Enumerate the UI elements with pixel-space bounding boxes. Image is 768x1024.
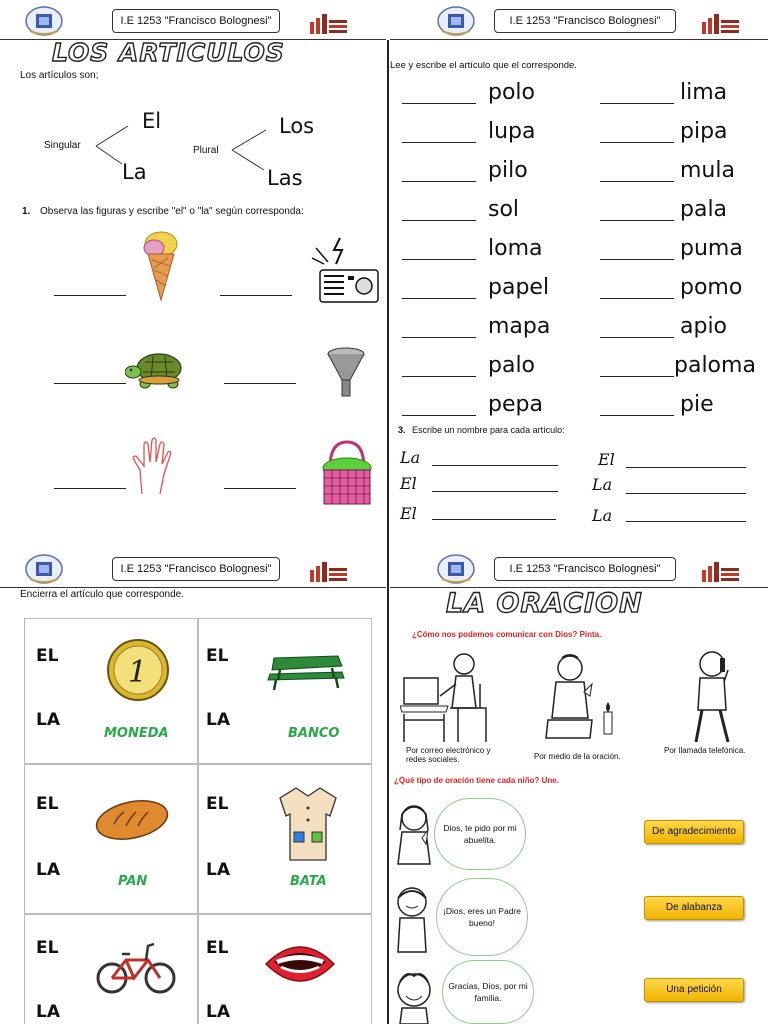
svg-text:1: 1 [128, 655, 148, 690]
exercise-3-number: 3. [398, 425, 406, 435]
books-logo-icon [310, 12, 348, 34]
school-logo-icon [24, 553, 64, 585]
word-left: polo [488, 80, 535, 105]
answer-blank[interactable] [402, 298, 476, 299]
answer-blank[interactable] [600, 142, 674, 143]
cursive-article: El [400, 504, 417, 523]
article-el-option[interactable]: EL [206, 938, 229, 958]
answer-blank[interactable] [220, 295, 292, 296]
answer-blank[interactable] [600, 259, 674, 260]
answer-blank[interactable] [600, 181, 674, 182]
article-la-option[interactable]: LA [36, 710, 60, 730]
answer-line[interactable] [432, 519, 556, 520]
word-right: mula [680, 158, 735, 183]
answer-line[interactable] [432, 491, 558, 492]
smock-icon [276, 784, 340, 864]
intro-text: Los artículos son; [20, 70, 99, 81]
worksheet-header [390, 0, 768, 40]
worksheet-escribe-articulo [390, 0, 768, 548]
noun-label: BATA [290, 874, 327, 889]
child-computer-icon [400, 648, 500, 744]
instruction-text: Encierra el artículo que corresponde. [20, 589, 184, 600]
article-el-option[interactable]: EL [206, 794, 229, 814]
ice-cream-icon [140, 230, 182, 302]
answer-blank[interactable] [402, 259, 476, 260]
answer-blank[interactable] [224, 383, 296, 384]
article-la-option[interactable]: LA [36, 860, 60, 880]
caption-correo: Por correo electrónico y redes sociales. [406, 746, 491, 764]
speech-bubble-alabanza: ¡Dios, eres un Padre bueno! [436, 878, 528, 956]
speech-bubble-agradecimiento: Gracias, Dios, por mi familia. [442, 960, 534, 1024]
answer-blank[interactable] [600, 220, 674, 221]
answer-blank[interactable] [402, 103, 476, 104]
answer-blank[interactable] [54, 383, 126, 384]
school-logo-icon [24, 5, 64, 37]
answer-blank[interactable] [224, 488, 296, 489]
word-left: lupa [488, 119, 536, 144]
singular-el: El [142, 109, 162, 133]
word-left: loma [488, 236, 543, 261]
answer-blank[interactable] [402, 142, 476, 143]
word-left: pilo [488, 158, 528, 183]
hand-icon [130, 436, 178, 498]
worksheet-oracion [390, 548, 768, 1024]
child-phone-icon [682, 648, 742, 746]
school-name-box: I.E 1253 "Francisco Bolognesi" [494, 557, 676, 581]
funnel-icon [326, 346, 366, 398]
word-right: lima [680, 80, 728, 105]
child-praying-icon [540, 652, 620, 744]
bench-icon [266, 652, 346, 692]
article-la-option[interactable]: LA [206, 1002, 230, 1022]
answer-blank[interactable] [54, 295, 126, 296]
option-peticion-button[interactable]: Una petición [644, 978, 744, 1002]
word-left: sol [488, 197, 520, 222]
word-right: paloma [674, 353, 756, 378]
noun-label: PAN [118, 874, 148, 889]
instruction-text: Lee y escribe el artículo que el corresponde. [390, 60, 577, 71]
word-right: apio [680, 314, 728, 339]
cursive-article: El [400, 474, 417, 493]
coin-icon [106, 638, 170, 702]
question-2: ¿Qué tipo de oración tiene cada niño? Une. [394, 776, 559, 785]
exercise-1-number: 1. [22, 206, 31, 217]
books-logo-icon [310, 560, 348, 582]
school-logo-icon [436, 553, 476, 585]
article-la-option[interactable]: LA [206, 860, 230, 880]
plural-label: Plural [193, 145, 219, 156]
answer-blank[interactable] [402, 376, 476, 377]
option-agradecimiento-button[interactable]: De agradecimiento [644, 820, 744, 844]
noun-label: MONEDA [104, 726, 169, 741]
word-right: pomo [680, 275, 743, 300]
answer-blank[interactable] [600, 337, 674, 338]
answer-blank[interactable] [54, 488, 126, 489]
plural-los: Los [279, 114, 315, 138]
word-right: pie [680, 392, 714, 417]
article-el-option[interactable]: EL [206, 646, 229, 666]
school-name-box: I.E 1253 "Francisco Bolognesi" [112, 9, 280, 33]
worksheet-articulos [0, 0, 386, 548]
word-left: pepa [488, 392, 543, 417]
answer-blank[interactable] [402, 181, 476, 182]
singular-label: Singular [44, 140, 81, 151]
option-alabanza-button[interactable]: De alabanza [644, 896, 744, 920]
answer-blank[interactable] [402, 415, 476, 416]
page-divider [387, 40, 389, 1024]
mouth-icon [264, 936, 336, 992]
bicycle-icon [96, 940, 176, 996]
question-1: ¿Cómo nos podemos comunicar con Dios? Pinta. [412, 630, 602, 639]
article-el-option[interactable]: EL [36, 646, 59, 666]
answer-blank[interactable] [600, 376, 674, 377]
exercise-3-text: Escribe un nombre para cada artículo: [412, 425, 565, 435]
answer-blank[interactable] [402, 220, 476, 221]
school-name-box: I.E 1253 "Francisco Bolognesi" [494, 9, 676, 33]
word-right: pala [680, 197, 728, 222]
plural-las: Las [267, 166, 303, 190]
answer-blank[interactable] [600, 415, 674, 416]
bread-icon [94, 798, 170, 842]
worksheet-header [0, 548, 386, 588]
singular-la: La [122, 160, 147, 184]
page-title: LOS ARTICULOS [52, 38, 285, 67]
school-logo-icon [436, 5, 476, 37]
speech-bubble-peticion: Dios, te pido por mi abuelita. [434, 798, 526, 870]
answer-blank[interactable] [600, 103, 674, 104]
word-left: palo [488, 353, 536, 378]
caption-oracion: Por medio de la oración. [534, 752, 621, 761]
caption-telefono: Por llamada telefónica. [664, 746, 746, 755]
page-title: LA ORACION [446, 588, 643, 619]
cursive-article: La [400, 448, 421, 467]
word-left: mapa [488, 314, 551, 339]
books-logo-icon [702, 560, 740, 582]
worksheet-encierra-articulo [0, 548, 386, 1024]
school-name-box: I.E 1253 "Francisco Bolognesi" [112, 557, 280, 581]
exercise-1-text: Observa las figuras y escribe "el" o "la" según corresponda: [40, 206, 304, 217]
article-el-option[interactable]: EL [36, 938, 59, 958]
books-logo-icon [702, 12, 740, 34]
cursive-article: El [598, 450, 615, 469]
basket-icon [320, 438, 374, 508]
word-left: papel [488, 275, 550, 300]
cursive-article: La [592, 506, 613, 525]
smiling-child-icon [392, 968, 436, 1024]
turtle-icon [125, 346, 189, 390]
answer-line[interactable] [626, 521, 746, 522]
word-right: puma [680, 236, 743, 261]
girl-praying-icon [392, 800, 434, 866]
noun-label: BANCO [288, 726, 340, 741]
boy-icon [392, 882, 434, 956]
worksheet-header [0, 0, 386, 40]
word-right: pipa [680, 119, 728, 144]
article-la-option[interactable]: LA [206, 710, 230, 730]
article-la-option[interactable]: LA [36, 1002, 60, 1022]
answer-line[interactable] [432, 465, 558, 466]
radio-icon [310, 236, 382, 306]
article-el-option[interactable]: EL [36, 794, 59, 814]
worksheet-header [390, 548, 768, 588]
answer-line[interactable] [626, 467, 746, 468]
answer-blank[interactable] [600, 298, 674, 299]
answer-line[interactable] [626, 493, 746, 494]
cursive-article: La [592, 475, 613, 494]
answer-blank[interactable] [402, 337, 476, 338]
